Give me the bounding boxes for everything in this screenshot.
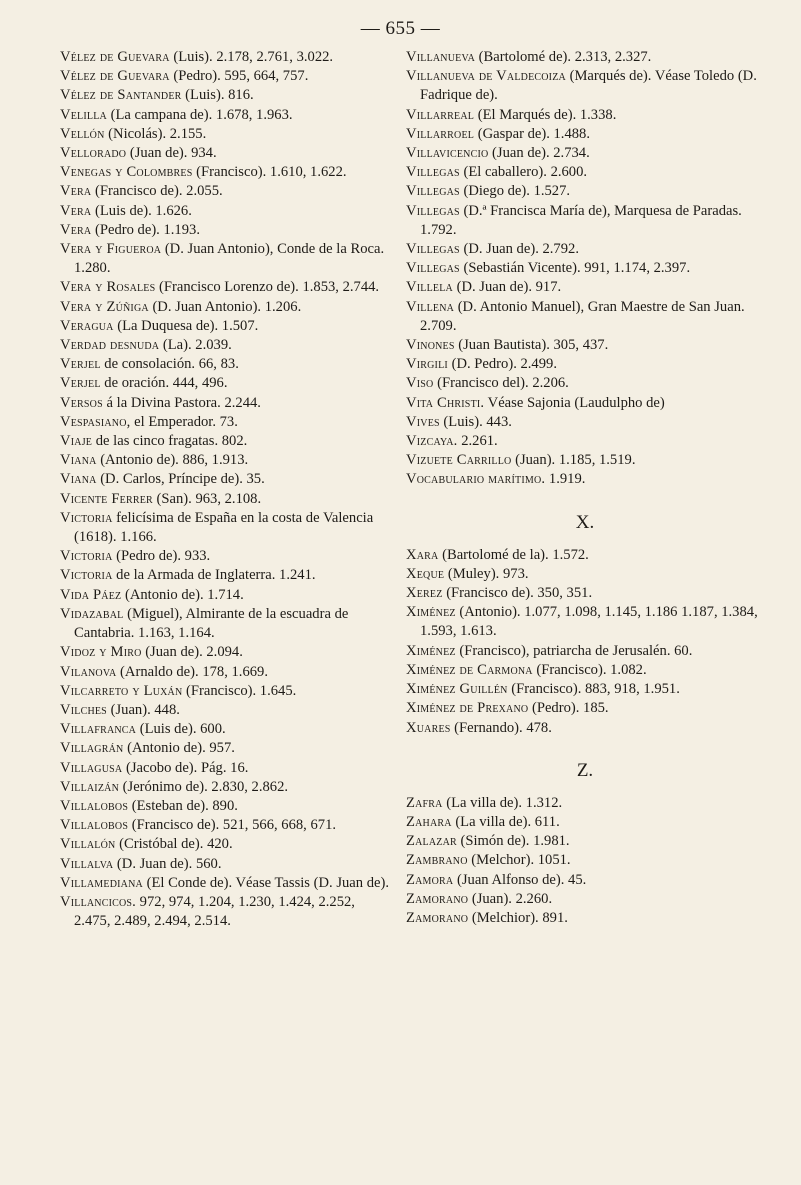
index-entry xyxy=(406,163,764,182)
index-entry xyxy=(60,336,390,355)
entry-name: Vellorado xyxy=(60,145,127,162)
entry-text: (Juan Alfonso de). 45. xyxy=(453,871,587,888)
entry-name: Vicente Ferrer xyxy=(60,490,153,507)
entry-text: (Fernando). 478. xyxy=(450,719,552,736)
index-entry xyxy=(60,221,390,240)
index-entry xyxy=(406,67,764,105)
index-entry xyxy=(406,413,764,432)
index-entry xyxy=(60,835,390,854)
index-entry xyxy=(60,490,390,509)
entry-name: Vizcaya. xyxy=(406,433,458,450)
entry-text: (La). 2.039. xyxy=(159,337,232,354)
index-entry xyxy=(60,278,390,297)
index-entry xyxy=(60,682,390,701)
index-entry xyxy=(406,661,764,680)
entry-text: (Miguel), Almirante de la escuadra de Cantabria. 1.163, 1.164. xyxy=(74,605,349,642)
entry-name: Vinones xyxy=(406,337,455,354)
entry-name: Vera xyxy=(60,202,92,219)
index-entry xyxy=(60,451,390,470)
entry-text: (Juan). 448. xyxy=(106,701,180,718)
index-entry xyxy=(60,778,390,797)
entry-name: Verjel xyxy=(60,356,101,373)
entry-text: (Marqués de). Véase Toledo (D. Fadrique de). xyxy=(420,68,757,104)
entry-name: Villavicencio xyxy=(406,145,489,162)
entry-name: Victoria xyxy=(60,509,113,526)
entry-text: (D. Juan Antonio). 1.206. xyxy=(148,298,302,315)
index-entry xyxy=(406,259,764,278)
entry-text: (D. Juan de). 917. xyxy=(452,279,562,296)
entry-text: (El caballero). 2.600. xyxy=(459,164,588,181)
index-entry xyxy=(60,394,390,413)
entry-text: de la Armada de Inglaterra. 1.241. xyxy=(112,567,316,584)
index-entry xyxy=(406,106,764,125)
entry-text: (Pedro). 185. xyxy=(528,700,609,717)
entry-text: de consolación. 66, 83. xyxy=(100,356,239,373)
index-entry xyxy=(406,546,764,565)
entry-text: (D. Antonio Manuel), Gran Maestre de San Juan. 2.709. xyxy=(420,298,745,334)
entry-text: (Antonio de). 957. xyxy=(123,740,235,757)
entry-name: Venegas y Colombres xyxy=(60,164,193,181)
index-entry xyxy=(60,374,390,393)
index-entry xyxy=(406,278,764,297)
index-entry xyxy=(406,890,764,909)
entry-text: (El Marqués de). 1.338. xyxy=(474,106,617,123)
entry-text: (Juan de). 934. xyxy=(126,145,217,162)
entry-name: Zambrano xyxy=(406,852,468,869)
entry-name: Vélez de Guevara xyxy=(60,68,170,85)
entry-name: Victoria xyxy=(60,567,113,584)
entry-name: Zafra xyxy=(406,794,443,811)
entry-text: (Juan de). 2.734. xyxy=(488,145,590,162)
entry-name: Zalazar xyxy=(406,833,457,850)
entry-text: 972, 974, 1.204, 1.230, 1.424, 2.252, 2.475, 2.489, 2.494, 2.514. xyxy=(74,893,355,930)
entry-text: (D.ª Francisca María de), Marquesa de Paradas. 1.792. xyxy=(420,202,742,238)
entry-name: Virgili xyxy=(406,356,448,373)
entry-name: Victoria xyxy=(60,548,113,565)
entry-name: Zamorano xyxy=(406,909,469,926)
entry-text: (Luis de). 1.626. xyxy=(91,202,192,219)
entry-text: (Francisco de). 521, 566, 668, 671. xyxy=(128,817,337,834)
page-number: — 655 — xyxy=(360,18,441,39)
entry-name: Xara xyxy=(406,546,439,563)
index-entry xyxy=(60,720,390,739)
entry-name: Ximénez Guillén xyxy=(406,681,508,698)
entry-text: felicísima de España en la costa de Valencia (1618). 1.166. xyxy=(74,509,374,546)
entry-name: Villalva xyxy=(60,855,114,872)
entry-name: Villanueva xyxy=(406,49,476,65)
index-entry xyxy=(60,67,390,86)
entry-name: Villegas xyxy=(406,260,460,277)
entry-text: (Juan de). 2.094. xyxy=(141,644,243,661)
entry-text: (Melchior). 891. xyxy=(468,909,568,926)
entries-v xyxy=(406,48,764,490)
index-entry xyxy=(60,874,390,893)
index-entry xyxy=(406,144,764,163)
entry-name: Vilcarreto y Luxán xyxy=(60,682,183,699)
entry-name: Ximénez xyxy=(406,604,456,621)
entry-text: (Francisco de). 2.055. xyxy=(91,183,223,200)
entry-name: Vera xyxy=(60,221,92,238)
entry-name: Villancicos. xyxy=(60,893,137,910)
index-entry xyxy=(406,202,764,240)
entry-name: Villarroel xyxy=(406,125,475,142)
entry-name: Villanueva de Valdecoiza xyxy=(406,68,566,85)
entry-name: Viso xyxy=(406,375,434,392)
entry-text: (Pedro de). 1.193. xyxy=(91,221,200,238)
entry-name: Villegas xyxy=(406,183,460,200)
entry-text: (Luis). 443. xyxy=(439,413,512,430)
index-entry xyxy=(406,699,764,718)
entries-z xyxy=(406,794,764,928)
entry-text: (Simón de). 1.981. xyxy=(456,833,570,850)
entry-text: (Cristóbal de). 420. xyxy=(115,836,233,853)
entry-text: (Jerónimo de). 2.830, 2.862. xyxy=(119,778,289,795)
entry-text: (Pedro de). 933. xyxy=(112,548,211,565)
index-entry xyxy=(60,605,390,643)
index-entry xyxy=(60,48,390,67)
entry-name: Vidoz y Miro xyxy=(60,644,142,661)
entry-name: Villaizán xyxy=(60,778,119,795)
index-entry xyxy=(60,106,390,125)
entry-name: Vilches xyxy=(60,701,107,718)
entry-text: (Jacobo de). Pág. 16. xyxy=(122,759,249,776)
entry-name: Villalobos xyxy=(60,797,129,814)
index-entry xyxy=(406,355,764,374)
index-entry xyxy=(60,893,390,931)
entry-name: Xerez xyxy=(406,585,443,602)
entry-name: Versos xyxy=(60,394,103,411)
entry-name: Vera xyxy=(60,183,92,200)
index-entry xyxy=(406,470,764,489)
entry-name: Verjel xyxy=(60,375,101,392)
entry-text: (Gaspar de). 1.488. xyxy=(474,125,590,142)
entry-text: (Juan). 1.185, 1.519. xyxy=(511,452,636,469)
entry-name: Vélez de Santander xyxy=(60,87,182,104)
entry-name: Viaje xyxy=(60,433,93,450)
entry-text: de oración. 444, 496. xyxy=(100,375,228,392)
index-entry xyxy=(60,643,390,662)
entry-text: (Sebastián Vicente). 991, 1.174, 2.397. xyxy=(459,260,691,277)
entry-text: (Francisco Lorenzo de). 1.853, 2.744. xyxy=(155,279,380,296)
entry-text: 1.919. xyxy=(545,471,586,488)
index-entry xyxy=(60,144,390,163)
index-entry xyxy=(406,603,764,641)
entry-name: Verdad desnuda xyxy=(60,337,160,354)
index-entry xyxy=(60,163,390,182)
index-entry xyxy=(406,832,764,851)
entry-name: Viana xyxy=(60,452,97,469)
entry-name: Xuares xyxy=(406,719,451,736)
index-entry xyxy=(60,586,390,605)
entry-text: (El Conde de). Véase Tassis (D. Juan de). xyxy=(142,874,390,891)
entry-name: Vida Páez xyxy=(60,586,122,603)
entry-text: (Francisco). 1.610, 1.622. xyxy=(192,164,347,181)
entry-text: (Juan Bautista). 305, 437. xyxy=(454,337,609,354)
entry-name: Vera y Rosales xyxy=(60,279,156,296)
index-entry xyxy=(406,182,764,201)
section-letter-x: X. xyxy=(575,511,595,533)
entry-text: (La Duquesa de). 1.507. xyxy=(113,317,259,334)
entry-text: (Muley). 973. xyxy=(444,565,529,582)
index-entry xyxy=(60,317,390,336)
index-entry xyxy=(406,374,764,393)
entry-text: (Antonio). 1.077, 1.098, 1.145, 1.186 1.187, 1.384, 1.593, 1.613. xyxy=(420,604,758,640)
index-entry xyxy=(60,182,390,201)
entry-text: (D. Juan Antonio), Conde de la Roca. 1.280. xyxy=(74,241,385,277)
left-column xyxy=(60,48,390,931)
index-entry xyxy=(60,125,390,144)
entry-name: Velilla xyxy=(60,106,107,123)
entry-name: Villalón xyxy=(60,836,116,853)
entry-text: de las cinco fragatas. 802. xyxy=(92,433,248,450)
entry-name: Villegas xyxy=(406,241,460,258)
entry-name: Villegas xyxy=(406,164,460,181)
index-entry xyxy=(406,298,764,336)
entry-name: Villela xyxy=(406,279,453,296)
entry-name: Villafranca xyxy=(60,721,137,738)
entry-text: (Francisco). 1.645. xyxy=(182,682,297,699)
index-entry xyxy=(60,759,390,778)
entry-name: Vidazabal xyxy=(60,605,124,622)
entry-text: (D. Juan de). 2.792. xyxy=(459,241,579,258)
entry-name: Vita Christi. xyxy=(406,394,485,411)
entry-name: Villalobos xyxy=(60,817,129,834)
entry-name: Villarreal xyxy=(406,106,475,123)
entry-text: (Pedro). 595, 664, 757. xyxy=(169,68,309,85)
entry-text: á la Divina Pastora. 2.244. xyxy=(102,394,261,411)
index-entry xyxy=(406,240,764,259)
entry-name: Veragua xyxy=(60,317,114,334)
index-entry xyxy=(406,909,764,928)
entry-text: (D. Pedro). 2.499. xyxy=(447,356,557,373)
entry-text: (Arnaldo de). 178, 1.669. xyxy=(116,663,268,680)
index-entry xyxy=(60,509,390,547)
index-entry xyxy=(406,680,764,699)
index-entry xyxy=(60,797,390,816)
entry-text: (Juan). 2.260. xyxy=(468,890,553,907)
entry-text: (La villa de). 611. xyxy=(451,813,560,830)
entry-text: (Diego de). 1.527. xyxy=(459,183,571,200)
entry-text: (D. Carlos, Príncipe de). 35. xyxy=(96,471,265,488)
entry-text: (Nicolás). 2.155. xyxy=(104,125,207,142)
index-entry xyxy=(406,451,764,470)
entry-text: (Francisco del). 2.206. xyxy=(433,375,569,392)
index-entry xyxy=(406,565,764,584)
entry-text: (Melchor). 1051. xyxy=(467,852,571,869)
entry-text: (La villa de). 1.312. xyxy=(442,794,563,811)
entry-name: Vellón xyxy=(60,125,105,142)
index-entry xyxy=(60,566,390,585)
entry-text: (D. Juan de). 560. xyxy=(113,855,222,872)
index-entry xyxy=(60,355,390,374)
entry-text: (San). 963, 2.108. xyxy=(152,490,262,507)
entry-text: (Francisco), patriarcha de Jerusalén. 60. xyxy=(455,642,693,659)
entry-text: (Bartolomé de). 2.313, 2.327. xyxy=(475,49,652,65)
index-entry xyxy=(60,470,390,489)
entry-name: Zahara xyxy=(406,813,452,830)
entry-name: Villena xyxy=(406,298,455,315)
index-entry xyxy=(60,240,390,278)
entry-text: (Luis). 2.178, 2.761, 3.022. xyxy=(169,49,334,65)
entry-text: el Emperador. 73. xyxy=(130,413,238,430)
entry-name: Villagusa xyxy=(60,759,123,776)
entry-name: Vélez de Guevara xyxy=(60,49,170,65)
index-entry xyxy=(406,851,764,870)
entry-name: Vera y Figueroa xyxy=(60,241,162,258)
index-entry xyxy=(60,816,390,835)
entry-name: Villegas xyxy=(406,202,460,219)
entry-name: Vives xyxy=(406,413,440,430)
entry-name: Ximénez xyxy=(406,642,456,659)
index-entry xyxy=(60,86,390,105)
index-entry xyxy=(60,298,390,317)
entry-name: Viana xyxy=(60,471,97,488)
index-entry xyxy=(406,642,764,661)
entry-text: (Francisco). 883, 918, 1.951. xyxy=(507,681,680,698)
index-entry xyxy=(60,663,390,682)
index-entry xyxy=(60,547,390,566)
entry-name: Ximénez de Carmona xyxy=(406,661,533,678)
index-entry xyxy=(406,794,764,813)
section-letter-z: Z. xyxy=(576,759,594,781)
index-entry xyxy=(406,48,764,67)
entries-x xyxy=(406,546,764,738)
entry-name: Villagrán xyxy=(60,740,124,757)
index-entry xyxy=(406,336,764,355)
index-entry xyxy=(406,394,764,413)
index-entry xyxy=(406,125,764,144)
index-entry xyxy=(406,432,764,451)
entry-name: Vizuete Carrillo xyxy=(406,452,512,469)
index-entry xyxy=(60,432,390,451)
entry-text: (Luis). 816. xyxy=(181,87,254,104)
entry-text: (Antonio de). 886, 1.913. xyxy=(96,452,249,469)
entry-text: Véase Sajonia (Laudulpho de) xyxy=(484,394,665,411)
index-entry xyxy=(406,584,764,603)
entry-text: (Francisco). 1.082. xyxy=(532,661,647,678)
entry-text: (Luis de). 600. xyxy=(136,721,226,738)
entry-text: (Bartolomé de la). 1.572. xyxy=(438,546,589,563)
index-entry xyxy=(406,813,764,832)
index-entry xyxy=(60,202,390,221)
entry-name: Villamediana xyxy=(60,874,143,891)
entry-name: Vilanova xyxy=(60,663,117,680)
entry-text: (Antonio de). 1.714. xyxy=(121,586,244,603)
index-entry xyxy=(60,739,390,758)
index-entry xyxy=(60,701,390,720)
entry-name: Vera y Zúñiga xyxy=(60,298,149,315)
entry-name: Xeque xyxy=(406,565,445,582)
entry-text: (La campana de). 1.678, 1.963. xyxy=(106,106,293,123)
index-entry xyxy=(406,871,764,890)
right-column xyxy=(406,48,764,928)
index-entry xyxy=(60,413,390,432)
index-entry xyxy=(406,719,764,738)
index-entry xyxy=(60,855,390,874)
entry-text: (Francisco de). 350, 351. xyxy=(442,585,593,602)
entry-name: Vespasiano, xyxy=(60,413,131,430)
entry-name: Vocabulario marítimo. xyxy=(406,471,546,488)
entry-text: 2.261. xyxy=(457,433,498,450)
entry-name: Zamorano xyxy=(406,890,469,907)
entry-name: Ximénez de Prexano xyxy=(406,700,529,717)
entry-name: Zamora xyxy=(406,871,454,888)
entry-text: (Esteban de). 890. xyxy=(128,797,238,814)
